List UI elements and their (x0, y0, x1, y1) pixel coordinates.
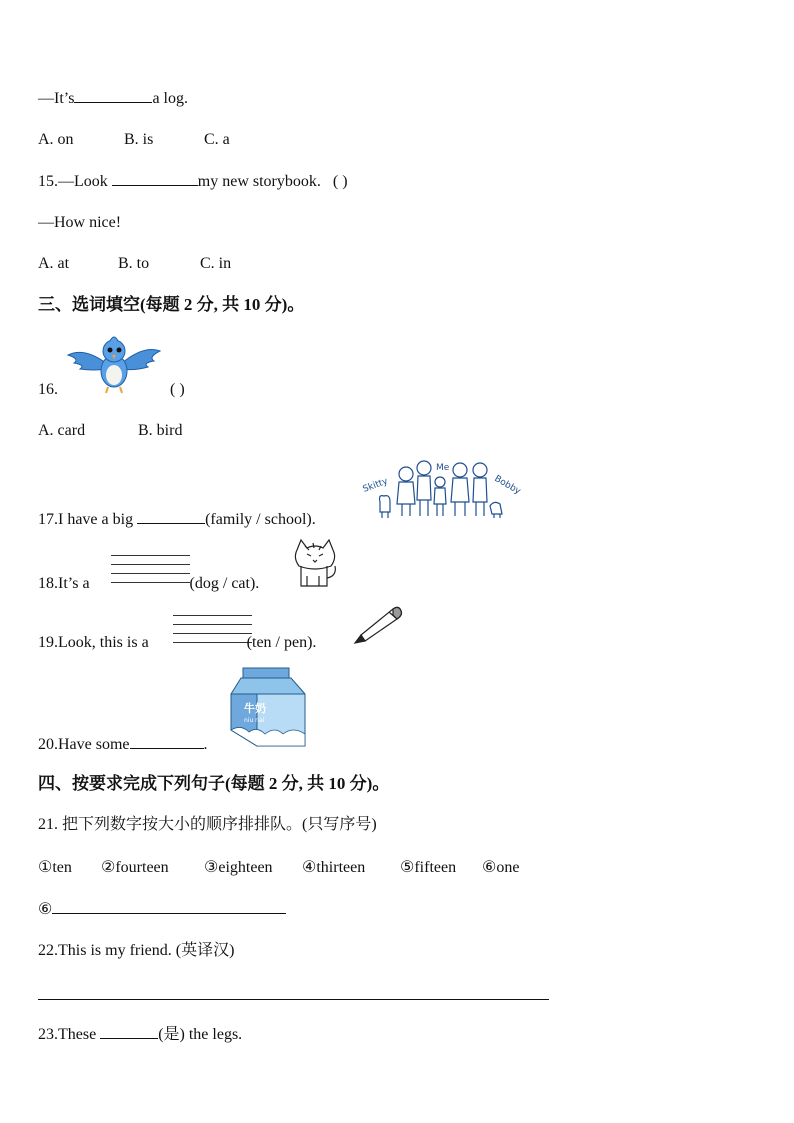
family-label-skitty: Skitty (362, 476, 390, 495)
q18-suffix: (dog / cat). (189, 575, 260, 592)
q16-options (38, 421, 182, 441)
q16-line (38, 380, 185, 400)
q14-options (38, 130, 230, 150)
q14-option-a[interactable]: A. on (38, 131, 74, 148)
family-picture (362, 458, 522, 520)
section4-title: 四、按要求完成下列句子(每题 2 分, 共 10 分)。 (38, 774, 390, 793)
q17-line (38, 509, 316, 530)
q21-item-1: ①ten (38, 859, 72, 876)
q21-item-4: ④thirteen (302, 859, 366, 876)
q21-items (38, 858, 519, 878)
q14-suffix: a log. (152, 90, 188, 107)
q20-line (38, 734, 208, 755)
section3-title: 三、选词填空(每题 2 分, 共 10 分)。 (38, 295, 305, 314)
q15-prefix: 15.—Look (38, 173, 108, 190)
q20-prefix: 20.Have some (38, 736, 130, 753)
q17-prefix: 17.I have a big (38, 511, 134, 528)
milk-carton-picture (227, 664, 309, 750)
q15-bracket[interactable]: ( ) (332, 173, 348, 190)
q16-option-a[interactable]: A. card (38, 422, 86, 439)
cat-picture (291, 538, 341, 590)
q18-line (38, 574, 259, 594)
q15-option-c[interactable]: C. in (200, 255, 232, 272)
q19-prefix: 19.Look, this is a (38, 634, 149, 651)
q20-suffix: . (203, 736, 208, 753)
q15-options (38, 254, 231, 274)
q14-blank[interactable] (74, 88, 152, 103)
family-label-me: Me (436, 463, 450, 473)
q17-blank[interactable] (137, 509, 205, 524)
q17-suffix: (family / school). (205, 511, 316, 528)
q21-answer-prefix: ⑥ (38, 901, 53, 918)
q15-suffix: my new storybook. (197, 173, 321, 190)
q23-blank[interactable] (100, 1024, 158, 1039)
q14-option-b[interactable]: B. is (124, 131, 154, 148)
q19-line (38, 633, 316, 653)
q14-prefix: —It’s (38, 90, 75, 107)
q16-bracket[interactable]: ( ) (170, 381, 185, 398)
q16-option-b[interactable]: B. bird (138, 422, 183, 439)
q21-item-6: ⑥one (482, 859, 520, 876)
q14-option-c[interactable]: C. a (204, 131, 230, 148)
q14-answer-line (38, 88, 188, 109)
q15-option-b[interactable]: B. to (118, 255, 150, 272)
q22-answer-line[interactable] (38, 999, 549, 1000)
q23-suffix: (是) the legs. (158, 1026, 243, 1043)
q20-blank[interactable] (130, 734, 204, 749)
pen-picture (351, 603, 405, 645)
q21-item-3: ③eighteen (204, 859, 273, 876)
q15-reply: —How nice! (38, 214, 122, 231)
q16-number: 16. (38, 381, 58, 398)
q15-stem (38, 171, 348, 192)
q19-suffix: (ten / pen). (246, 634, 317, 651)
q21-stem: 21. 把下列数字按大小的顺序排排队。(只写序号) (38, 816, 377, 833)
q21-item-2: ②fourteen (101, 859, 169, 876)
q21-answer (38, 899, 286, 920)
family-label-bobby: Bobby (492, 473, 522, 497)
q15-option-a[interactable]: A. at (38, 255, 70, 272)
carton-pinyin: niu nai (244, 717, 265, 724)
carton-text: 牛奶 (244, 702, 266, 715)
q23-prefix: 23.These (38, 1026, 97, 1043)
q22-stem: 22.This is my friend. (英译汉) (38, 942, 235, 959)
q18-prefix: 18.It’s a (38, 575, 90, 592)
q15-blank[interactable] (112, 171, 198, 186)
q21-item-5: ⑤fifteen (400, 859, 457, 876)
q21-answer-blank[interactable] (52, 899, 286, 914)
q23-line (38, 1024, 242, 1045)
